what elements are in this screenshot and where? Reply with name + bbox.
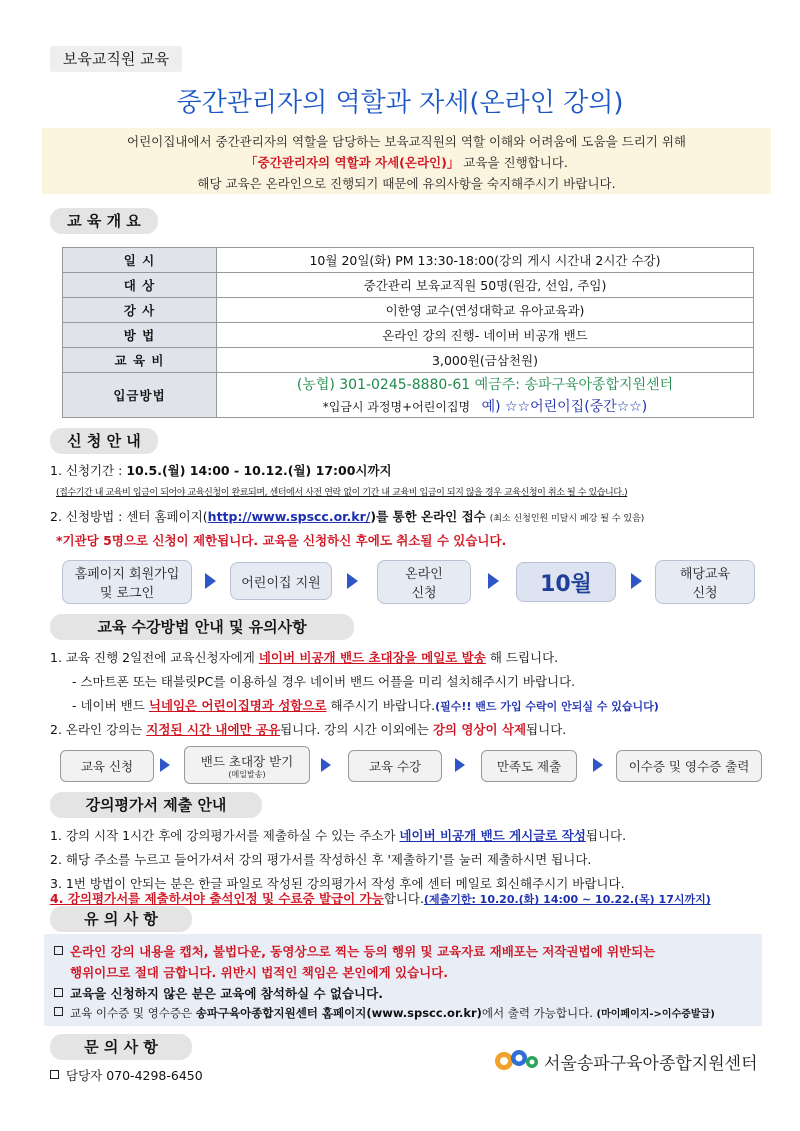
arrow-right-icon bbox=[347, 573, 358, 589]
caution-text: 온라인 강의 내용을 캡처, 불법다운, 동영상으로 찍는 등의 행위 및 교육자료 재배포는 저작권법에 위반되는 bbox=[70, 944, 656, 959]
evaluation-highlight: 4. 강의평가서를 제출하셔야 출석인정 및 수료증 발급이 가능 bbox=[50, 891, 384, 906]
square-bullet-icon bbox=[54, 946, 63, 955]
guide-line-4 bbox=[50, 720, 566, 738]
row-label: 강 사 bbox=[63, 298, 217, 323]
arrow-right-icon bbox=[631, 573, 642, 589]
caution-item-1-cont: 행위이므로 절대 금합니다. 위반시 법적인 책임은 본인에게 있습니다. bbox=[70, 965, 449, 980]
guide-line-3 bbox=[72, 696, 659, 714]
arrow-right-icon bbox=[488, 573, 499, 589]
flow2-step-label: 교육 수강 bbox=[368, 759, 422, 774]
evaluation-heading: 강의평가서 제출 안내 bbox=[50, 792, 262, 818]
guide-highlight: 네이버 비공개 밴드 초대장을 메일로 발송 bbox=[258, 650, 486, 665]
row-label: 대 상 bbox=[63, 273, 217, 298]
caution-note: (마이페이지->이수증발급) bbox=[596, 1009, 715, 1020]
evaluation-line-3: 3. 1번 방법이 안되는 분은 한글 파일로 작성된 강의평가서 작성 후에 센터 메일로 회신해주시기 바랍니다. bbox=[50, 876, 625, 891]
apply-method bbox=[50, 507, 644, 525]
guide-text: 해 드립니다. bbox=[485, 650, 559, 665]
flow2-step-label: 만족도 제출 bbox=[496, 759, 562, 774]
square-bullet-icon bbox=[54, 988, 63, 997]
guide-text: 2. 온라인 강의는 bbox=[50, 722, 147, 737]
caution-text: 에서 출력 가능합니다. bbox=[481, 1006, 593, 1020]
table-row bbox=[63, 348, 754, 373]
evaluation-line-4 bbox=[50, 889, 711, 907]
guide-text: 해주시기 바랍니다. bbox=[326, 698, 436, 713]
guide-text: - 네이버 밴드 bbox=[72, 698, 149, 713]
flow-step-month bbox=[516, 562, 616, 602]
payment-note-line bbox=[217, 396, 753, 416]
flow-step-line: 10월 bbox=[540, 571, 592, 597]
row-label: 일 시 bbox=[63, 248, 217, 273]
guide-highlight: 강의 영상이 삭제 bbox=[432, 722, 527, 737]
flow-step-line: 신청 bbox=[411, 586, 437, 601]
apply-period-value: 10.5.(월) 14:00 - 10.12.(월) 17:00시까지 bbox=[126, 463, 392, 478]
caution-item-1 bbox=[54, 942, 655, 960]
evaluation-line-2: 2. 해당 주소를 누르고 들어가셔서 강의 평가서를 작성하신 후 '제출하기'를 눌러 제출하시면 됩니다. bbox=[50, 852, 592, 867]
row-value: 3,000원(금삼천원) bbox=[217, 348, 754, 373]
evaluation-text: 합니다. bbox=[383, 891, 424, 906]
guide-highlight: 지정된 시간 내에만 공유 bbox=[146, 722, 281, 737]
center-logo bbox=[492, 1043, 762, 1077]
flow-step-course bbox=[655, 560, 755, 604]
caution-box bbox=[44, 934, 762, 1026]
row-label: 교 육 비 bbox=[63, 348, 217, 373]
flow2-step-invite bbox=[184, 746, 310, 784]
flow-step-line: 및 로그인 bbox=[99, 586, 155, 601]
table-row bbox=[63, 323, 754, 348]
intro-box bbox=[42, 128, 771, 194]
apply-heading: 신 청 안 내 bbox=[50, 428, 158, 454]
contact-heading: 문 의 사 항 bbox=[50, 1034, 192, 1060]
bank-account: (농협) 301-0245-8880-61 예금주: 송파구육아종합지원센터 bbox=[296, 377, 674, 393]
overview-heading: 교 육 개 요 bbox=[50, 208, 158, 234]
flow-step-signup bbox=[62, 560, 192, 604]
homepage-link[interactable]: http://www.spscc.or.kr/ bbox=[207, 509, 371, 524]
flow-step-daycare bbox=[230, 562, 332, 600]
table-row bbox=[63, 248, 754, 273]
category-label: 보육교직원 교육 bbox=[50, 46, 182, 72]
flow-step-line: 온라인 bbox=[405, 567, 443, 582]
square-bullet-icon bbox=[50, 1070, 59, 1079]
flow2-step-survey bbox=[481, 750, 577, 782]
row-value: 10월 20일(화) PM 13:30-18:00(강의 게시 시간내 2시간 수강) bbox=[217, 248, 754, 273]
evaluation-text: 됩니다. bbox=[585, 828, 627, 843]
apply-period bbox=[50, 461, 392, 479]
arrow-right-icon bbox=[205, 573, 216, 589]
apply-method-note: (최소 신청인원 미달시 폐강 될 수 있음) bbox=[489, 514, 645, 524]
row-value: 중간관리 보육교직원 50명(원감, 선임, 주임) bbox=[217, 273, 754, 298]
intro-course-name: 「중간관리자의 역할과 자세(온라인)」 bbox=[245, 155, 460, 170]
payment-example: 예) ☆☆어린이집(중간☆☆) bbox=[481, 399, 648, 415]
page-title: 중간관리자의 역할과 자세(온라인 강의) bbox=[176, 88, 624, 118]
arrow-right-icon bbox=[455, 758, 465, 772]
payment-cell bbox=[217, 373, 754, 418]
flow-step-line: 해당교육 bbox=[679, 567, 731, 582]
intro-line-2-rest: 교육을 진행합니다. bbox=[459, 155, 568, 170]
row-label: 입금방법 bbox=[63, 373, 217, 418]
arrow-right-icon bbox=[593, 758, 603, 772]
table-row bbox=[63, 273, 754, 298]
overview-table bbox=[62, 247, 754, 418]
flow2-step-label: 교육 신청 bbox=[80, 759, 134, 774]
payment-note: *입금시 과정명+어린이집명 bbox=[322, 400, 471, 414]
evaluation-text: 1. 강의 시작 1시간 후에 강의평가서를 제출하실 수 있는 주소가 bbox=[50, 828, 400, 843]
guide-heading: 교육 수강방법 안내 및 유의사항 bbox=[50, 614, 354, 640]
evaluation-line-1 bbox=[50, 826, 626, 844]
table-row bbox=[63, 373, 754, 418]
flow-step-line: 신청 bbox=[692, 586, 718, 601]
table-row bbox=[63, 298, 754, 323]
guide-note: (필수!! 밴드 가입 수락이 안되실 수 있습니다) bbox=[435, 700, 659, 713]
intro-line-2 bbox=[42, 153, 771, 171]
intro-line-1: 어린이집내에서 중간관리자의 역할을 담당하는 보육교직원의 역할 이해와 어려움에 도움을 드리기 위해 bbox=[127, 134, 686, 149]
apply-period-note: (접수기간 내 교육비 입금이 되어야 교육신청이 완료되며, 센터에서 사전 연락 없이 기간 내 교육비 입금이 되지 않을 경우 교육신청이 취소 될 수 있습니다.) bbox=[56, 488, 628, 498]
caution-heading: 유 의 사 항 bbox=[50, 906, 192, 932]
caution-item-3 bbox=[54, 1005, 715, 1021]
apply-period-label: 1. 신청기간 : bbox=[50, 463, 127, 478]
row-label: 방 법 bbox=[63, 323, 217, 348]
caution-bold: 송파구육아종합지원센터 홈페이지(www.spscc.or.kr) bbox=[195, 1006, 482, 1020]
intro-line-3: 해당 교육은 온라인으로 진행되기 때문에 유의사항을 숙지해주시기 바랍니다. bbox=[197, 176, 616, 191]
evaluation-highlight: 네이버 비공개 밴드 게시글로 작성 bbox=[399, 828, 586, 843]
logo-mark-icon bbox=[492, 1043, 542, 1077]
row-value: 이한영 교수(연성대학교 유아교육과) bbox=[217, 298, 754, 323]
row-value: 온라인 강의 진행- 네이버 비공개 밴드 bbox=[217, 323, 754, 348]
flow2-step-sub: (메일발송) bbox=[228, 769, 266, 779]
caution-text: 교육 이수증 및 영수증은 bbox=[70, 1006, 196, 1020]
contact-phone bbox=[50, 1066, 203, 1084]
apply-limit-notice: *기관당 5명으로 신청이 제한됩니다. 교육을 신청하신 후에도 취소될 수 있습니다. bbox=[56, 533, 507, 548]
flow2-step-label: 밴드 초대장 받기 bbox=[200, 753, 294, 769]
guide-highlight: 닉네임은 어린이집명과 성함으로 bbox=[148, 698, 327, 713]
apply-method-label: 2. 신청방법 : 센터 홈페이지( bbox=[50, 509, 208, 524]
guide-text: 됩니다. bbox=[526, 722, 567, 737]
flow2-step-certificate bbox=[616, 750, 762, 782]
flow-step-line: 어린이집 지원 bbox=[241, 575, 321, 591]
square-bullet-icon bbox=[54, 1007, 63, 1016]
flow2-step-attend bbox=[348, 750, 442, 782]
arrow-right-icon bbox=[160, 758, 170, 772]
flow-step-line: 홈페이지 회원가입 bbox=[74, 567, 180, 582]
evaluation-deadline: (제출기한: 10.20.(화) 14:00 ~ 10.22.(목) 17시까지) bbox=[423, 893, 711, 906]
arrow-right-icon bbox=[321, 758, 331, 772]
flow2-step-label: 이수증 및 영수증 출력 bbox=[628, 759, 750, 774]
apply-method-suffix: )를 통한 온라인 접수 bbox=[370, 509, 486, 524]
flow2-step-apply bbox=[60, 750, 154, 782]
guide-line-2: - 스마트폰 또는 태블릿PC를 이용하실 경우 네이버 밴드 어플을 미리 설치해주시기 바랍니다. bbox=[72, 674, 576, 689]
caution-text: 교육을 신청하지 않은 분은 교육에 참석하실 수 없습니다. bbox=[70, 986, 383, 1001]
guide-text: 됩니다. 강의 시간 이외에는 bbox=[280, 722, 433, 737]
flow-step-online bbox=[377, 560, 471, 604]
guide-text: 1. 교육 진행 2일전에 교육신청자에게 bbox=[50, 650, 259, 665]
center-name: 서울송파구육아종합지원센터 bbox=[544, 1054, 758, 1074]
contact-phone-text: 담당자 070-4298-6450 bbox=[66, 1068, 203, 1083]
caution-item-2 bbox=[54, 984, 383, 1002]
guide-line-1 bbox=[50, 648, 558, 666]
